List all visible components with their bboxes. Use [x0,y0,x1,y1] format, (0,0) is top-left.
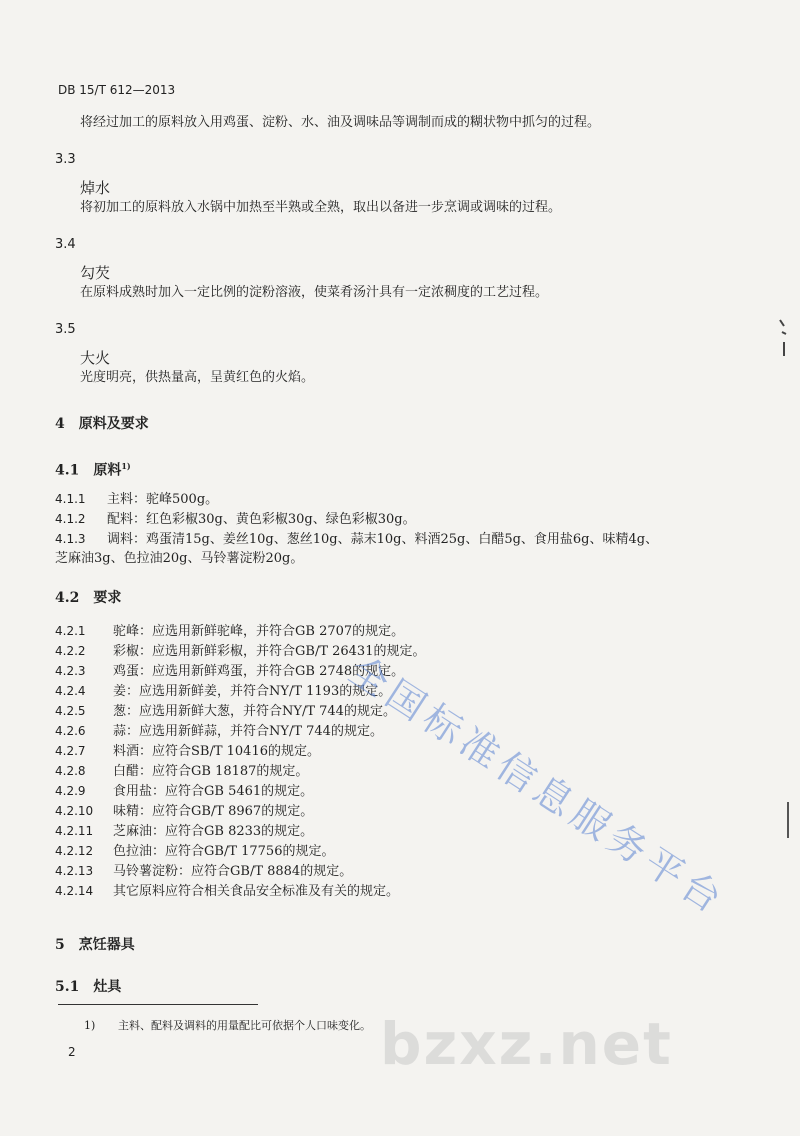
item-number: 4.2.3 [55,664,86,678]
item-number: 4.2.6 [55,724,86,738]
item-text: 食用盐：应符合GB 5461的规定。 [113,784,314,799]
footnote-ref: 1) [121,461,131,471]
sec-3-3-number: 3.3 [55,152,76,167]
item-number: 4.2.1 [55,624,86,638]
item-text: 蒜：应选用新鲜蒜，并符合NY/T 744的规定。 [113,724,383,739]
item-number: 4.2.14 [55,884,94,898]
item-number: 4.2.7 [55,744,86,758]
item-text: 鸡蛋：应选用新鲜鸡蛋，并符合GB 2748的规定。 [113,664,405,679]
list-item-4-1-3-continued: 芝麻油3g、色拉油20g、马铃薯淀粉20g。 [55,551,304,566]
sec-4-1-heading [55,458,131,479]
list-item [55,703,396,720]
sec-3-2-body: 将经过加工的原料放入用鸡蛋、淀粉、水、油及调味品等调制而成的糊状物中抓匀的过程。 [80,115,601,130]
footnote [84,1018,371,1034]
sec-3-3-term: 焯水 [80,179,111,197]
footnote-mark: 1) [84,1019,96,1032]
sec-5-1-heading: 5.1 灶具 [55,979,122,995]
watermark-text: 全国标准信息服务平台 [341,647,735,925]
item-text: 味精：应符合GB/T 8967的规定。 [113,804,314,819]
list-item [55,883,399,900]
item-text: 白醋：应符合GB 18187的规定。 [113,764,309,779]
list-item [55,863,352,880]
item-text: 料酒：应符合SB/T 10416的规定。 [113,744,320,759]
sec-4-1-title: 4.1 原料 [55,462,122,479]
footnote-divider [58,1004,258,1005]
item-number: 4.1.1 [55,492,86,506]
list-item-4-1-3 [55,531,658,548]
sec-3-5-number: 3.5 [55,322,76,337]
list-item-4-1-2 [55,511,416,528]
item-text: 配料：红色彩椒30g、黄色彩椒30g、绿色彩椒30g。 [107,512,416,527]
doc-code-header: DB 15/T 612—2013 [58,83,176,97]
list-item [55,803,313,820]
item-text: 彩椒：应选用新鲜彩椒，并符合GB/T 26431的规定。 [113,644,426,659]
item-text: 驼峰：应选用新鲜驼峰，并符合GB 2707的规定。 [113,624,405,639]
item-number: 4.2.9 [55,784,86,798]
item-number: 4.2.13 [55,864,94,878]
list-item [55,723,383,740]
item-number: 4.2.12 [55,844,94,858]
footnote-text: 主料、配料及调料的用量配比可依据个人口味变化。 [118,1019,371,1032]
page-number: 2 [68,1045,76,1059]
item-text: 姜：应选用新鲜姜，并符合NY/T 1193的规定。 [113,684,392,699]
item-number: 4.2.2 [55,644,86,658]
sec-5-heading: 5 烹饪器具 [55,937,135,953]
sec-3-4-body: 在原料成熟时加入一定比例的淀粉溶液，使菜肴汤汁具有一定浓稠度的工艺过程。 [80,285,549,300]
list-item [55,843,334,860]
list-item [55,763,308,780]
item-text: 芝麻油：应符合GB 8233的规定。 [113,824,314,839]
item-number: 4.2.10 [55,804,94,818]
sec-3-5-term: 大火 [80,349,111,367]
item-number: 4.2.8 [55,764,86,778]
sec-3-4-number: 3.4 [55,237,76,252]
list-item [55,743,320,760]
list-item-4-1-1 [55,491,218,508]
watermark-site: bzxz.net [380,1010,673,1078]
item-text: 其它原料应符合相关食品安全标准及有关的规定。 [113,884,400,899]
sec-3-3-body: 将初加工的原料放入水锅中加热至半熟或全熟，取出以备进一步烹调或调味的过程。 [80,200,562,215]
sec-3-4-term: 勾芡 [80,264,111,282]
list-item [55,783,313,800]
sec-4-heading: 4 原料及要求 [55,416,149,432]
list-item [55,823,313,840]
sec-4-2-heading: 4.2 要求 [55,590,122,606]
scan-artifact-icon [776,318,790,358]
item-text: 色拉油：应符合GB/T 17756的规定。 [113,844,335,859]
item-number: 4.2.11 [55,824,94,838]
sec-3-5-body: 光度明亮，供热量高，呈黄红色的火焰。 [80,370,315,385]
scan-artifact-icon [784,800,792,840]
item-text: 马铃薯淀粉：应符合GB/T 8884的规定。 [113,864,353,879]
item-text: 调料：鸡蛋清15g、姜丝10g、葱丝10g、蒜末10g、料酒25g、白醋5g、食用盐6g、味精4g、 [107,532,659,547]
item-number: 4.2.4 [55,684,86,698]
item-number: 4.1.2 [55,512,86,526]
item-number: 4.1.3 [55,532,86,546]
list-item [55,623,404,640]
item-text: 葱：应选用新鲜大葱，并符合NY/T 744的规定。 [113,704,396,719]
item-number: 4.2.5 [55,704,86,718]
item-text: 主料：驼峰500g。 [107,492,219,507]
